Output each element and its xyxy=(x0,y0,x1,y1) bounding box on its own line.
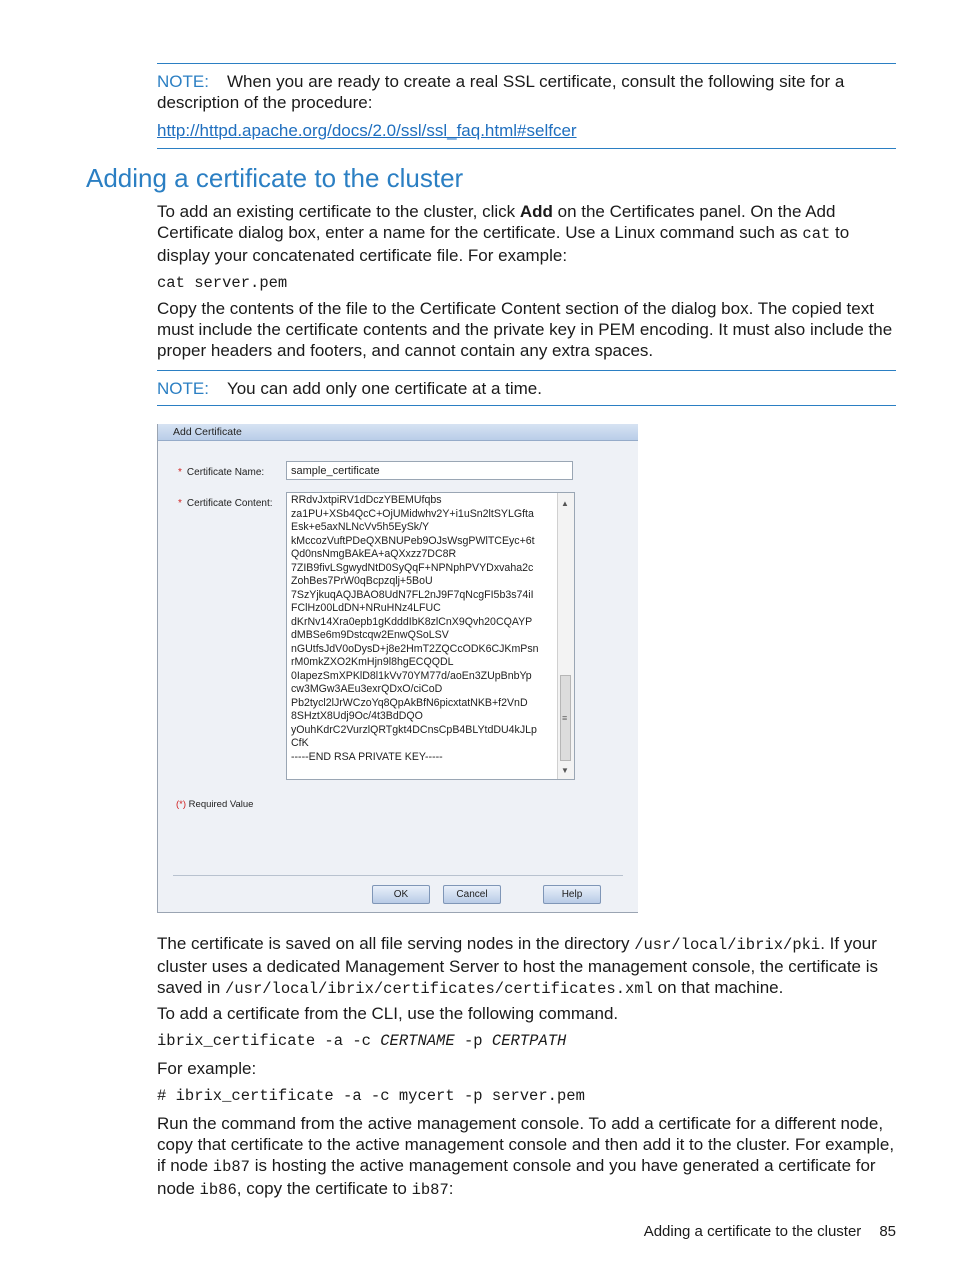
scroll-up-icon[interactable]: ▲ xyxy=(561,499,569,508)
text-run: , copy the certificate to xyxy=(236,1179,412,1198)
dialog-divider xyxy=(173,875,623,876)
ok-button[interactable]: OK xyxy=(372,885,430,904)
certificate-content-line: Esk+e5axNLNcVv5h5EySk/Y xyxy=(291,521,430,533)
content-scrollbar[interactable] xyxy=(557,493,574,779)
required-value-note xyxy=(176,798,253,811)
note-line-2: description of the procedure: xyxy=(157,93,373,112)
add-bold: Add xyxy=(519,202,553,221)
label-text: Certificate Name: xyxy=(186,467,265,478)
for-example-paragraph: For example: xyxy=(157,1059,257,1078)
note-label: NOTE: xyxy=(157,379,209,398)
certificate-content-textarea[interactable] xyxy=(286,492,575,780)
certificate-content-line: kMccozVuftPDeQXBNUPeb9OJsWsgPWlTCEyc+6t xyxy=(291,534,535,547)
note-line xyxy=(157,378,542,399)
text-run: to display your concatenated certificate file. For example: xyxy=(157,223,850,265)
help-button[interactable]: Help xyxy=(543,885,601,904)
footer-title: Adding a certificate to the cluster xyxy=(643,1223,862,1240)
page-number: 85 xyxy=(879,1223,896,1240)
saved-location-paragraph xyxy=(157,933,897,1000)
text-run: on that machine. xyxy=(652,978,784,997)
required-paren: (*) xyxy=(176,799,187,810)
certificate-content-line: Qd0nsNmgBAkEA+aQXxzz7DC8R xyxy=(291,548,457,560)
code-command-syntax xyxy=(157,1031,566,1052)
section-heading: Adding a certificate to the cluster xyxy=(86,163,464,193)
note-text: When you are ready to create a real SSL certificate, consult the following site for a xyxy=(226,72,845,91)
inline-code: cat xyxy=(802,225,831,243)
certificate-name-label xyxy=(178,466,264,479)
inline-code: ib87 xyxy=(212,1158,250,1176)
page-footer xyxy=(644,1221,896,1242)
required-asterisk: * xyxy=(178,498,182,509)
certificate-content-line: cw3MGw3AEu3exrQDxO/ciCoD xyxy=(291,683,443,695)
certificate-content-line: 8SHztX8Udj9Oc/4t3BdDQO xyxy=(291,710,423,722)
text-run: on the Certificates panel. On the Add Certificate dialog box, enter a name for the certificate. Use a Linux command such as xyxy=(157,202,836,242)
text-run: : xyxy=(448,1179,454,1198)
text-run: is hosting the active management console and you have generated a certificate for node xyxy=(157,1156,876,1198)
label-text: Certificate Content: xyxy=(186,498,273,509)
cli-paragraph: To add a certificate from the CLI, use the following command. xyxy=(157,1004,619,1023)
certificate-content-line: 0IapezSmXPKlD8l1kVv70YM77d/aoEn3ZUpBnbYp xyxy=(291,669,532,682)
certificate-name-input[interactable]: sample_certificate xyxy=(286,461,573,480)
code-placeholder: CERTPATH xyxy=(491,1032,567,1050)
apache-ssl-faq-link[interactable]: http://httpd.apache.org/docs/2.0/ssl/ssl_faq.html#selfcer xyxy=(157,121,577,140)
certificate-content-line: nGUtfsJdV0oDysD+j8e2HmT2ZQCcODK6CJKmPsn xyxy=(291,642,539,655)
certificate-content-line: Pb2tycl2lJrWCzoYq8QpAkBfN6picxtatNKB+f2VnD xyxy=(291,696,528,709)
certificate-content-line: -----END RSA PRIVATE KEY----- xyxy=(291,750,443,763)
text-run: . If your cluster uses a dedicated Management Server to host the management console, the certificate is saved in xyxy=(157,934,879,997)
text-run: The certificate is saved on all file serving nodes in the directory xyxy=(157,934,635,953)
certificate-content-label xyxy=(178,497,273,510)
text-run: To add an existing certificate to the cluster, click xyxy=(157,202,520,221)
note-box-one-certificate xyxy=(157,370,896,406)
inline-code: /usr/local/ibrix/certificates/certificates.xml xyxy=(225,980,653,998)
certificate-content-line: dKrNv14Xra0epb1gKdddIbK8zlCnX9Qvh20CQAYP xyxy=(291,615,533,628)
certificate-content-line: dMBSe6m9Dstcqw2EnwQSoLSV xyxy=(291,629,449,641)
scroll-thumb[interactable] xyxy=(560,675,571,761)
certificate-content-line: za1PU+XSb4QcC+OjUMidwhv2Y+i1uSn2ltSYLGfta xyxy=(291,507,534,520)
note-text: You can add only one certificate at a time. xyxy=(226,379,542,398)
note-box-ssl xyxy=(157,63,896,149)
scroll-down-icon[interactable]: ▼ xyxy=(561,766,569,775)
inline-code: ib86 xyxy=(199,1181,237,1199)
different-node-paragraph xyxy=(157,1113,897,1201)
code-run: ibrix_certificate -a -c xyxy=(157,1032,381,1050)
code-placeholder: CERTNAME xyxy=(380,1032,455,1050)
cancel-button[interactable]: Cancel xyxy=(443,885,501,904)
certificate-content-line: yOuhKdrC2VurzlQRTgkt4DCnsCpB4BLYtdDU4kJLp xyxy=(291,723,537,736)
grip-icon: ≡ xyxy=(562,713,568,723)
certificate-content-line: FClHz00LdDN+NRuHNz4LFUC xyxy=(291,602,441,614)
certificate-content-text xyxy=(291,494,556,764)
copy-paragraph: Copy the contents of the file to the Certificate Content section of the dialog box. The copied text must include the certificate contents and the private key in PEM encoding. It must also include the proper headers and footers, and cannot contain any extra spaces. xyxy=(157,299,893,360)
intro-paragraph xyxy=(157,201,897,266)
certificate-content-line: RRdvJxtpiRV1dDczYBEMUfqbs xyxy=(291,494,442,506)
code-cat-server: cat server.pem xyxy=(157,274,288,292)
certificate-content-line: 7SzYjkuqAQJBAO8UdN7FL2nJ9F7qNcgFI5b3s74iI xyxy=(291,588,534,601)
note-line-1 xyxy=(157,71,844,92)
add-certificate-dialog xyxy=(157,424,638,913)
inline-code: ib87 xyxy=(411,1181,449,1199)
certificate-content-line: rM0mkZXO2KmHjn9l8hgECQQDL xyxy=(291,656,454,668)
dialog-title: Add Certificate xyxy=(173,426,242,438)
dialog-title-bar xyxy=(158,424,638,441)
required-asterisk: * xyxy=(178,467,182,478)
certificate-content-line: CfK xyxy=(291,737,309,749)
code-example-command: # ibrix_certificate -a -c mycert -p server.pem xyxy=(157,1087,585,1105)
code-run: -p xyxy=(454,1032,492,1050)
note-label: NOTE: xyxy=(157,72,209,91)
inline-code: /usr/local/ibrix/pki xyxy=(634,936,821,954)
certificate-content-line: ZohBes7PrW0qBcpzqlj+5BoU xyxy=(291,575,433,587)
required-text: Required Value xyxy=(186,799,254,810)
certificate-content-line: 7ZIB9fivLSgwydNtD0SyQqF+NPNphPVYDxvaha2c xyxy=(291,561,534,574)
text-run: Run the command from the active management console. To add a certificate for a different node, copy that certificate to the active management console and then add it to the cluster. For example, if node xyxy=(157,1114,895,1175)
